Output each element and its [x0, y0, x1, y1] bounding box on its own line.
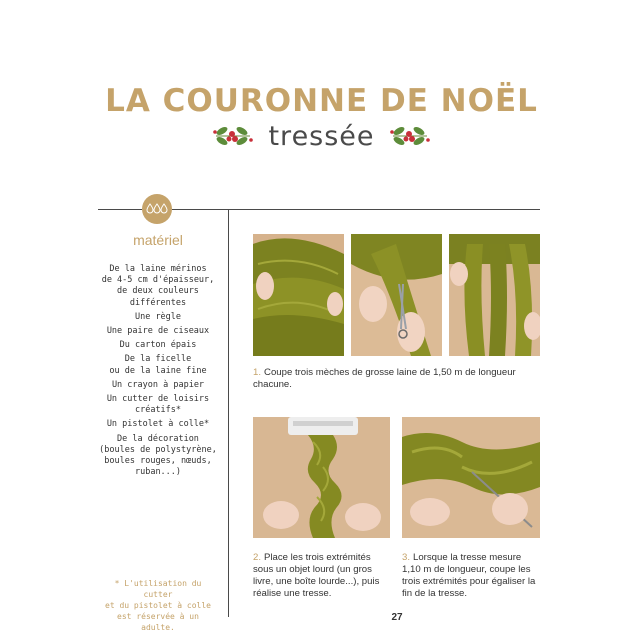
safety-footnote: * L'utilisation du cutter et du pistolet à colle est réservée à un adulte.: [105, 579, 211, 632]
step-description: Place les trois extrémités sous un objet lourd (un gros livre, une boîte lourde...), puis réalise une tresse.: [253, 552, 380, 599]
subtitle-row: [0, 118, 643, 154]
page-number: 27: [391, 612, 403, 623]
materials-list: [98, 264, 218, 481]
step-description: Lorsque la tresse mesure 1,10 m de longueur, coupe les trois extrémités pour égaliser la fin de la tresse.: [402, 552, 536, 599]
step-1-text: [253, 367, 540, 391]
page-title: LA COURONNE DE NOËL: [105, 83, 538, 119]
column-divider: [228, 209, 229, 617]
page-subtitle: tressée: [268, 120, 375, 152]
list-item: Du carton épais: [119, 340, 197, 351]
holly-icon: [210, 121, 256, 151]
step-number: 2.: [253, 552, 262, 563]
step-2-text: [253, 552, 390, 600]
list-item: De la laine mérinos de 4-5 cm d'épaisseur, de deux couleurs différentes: [101, 264, 215, 308]
list-item: Une règle: [134, 311, 182, 322]
step-number: 3.: [402, 552, 411, 563]
step-3-text: [402, 552, 540, 600]
step-description: Coupe trois mèches de grosse laine de 1,50 m de longueur chacune.: [253, 367, 516, 390]
divider-left: [98, 209, 142, 210]
list-item: Une paire de ciseaux: [106, 326, 210, 337]
list-item: Un crayon à papier: [111, 379, 205, 390]
list-item: Un pistolet à colle*: [106, 419, 210, 430]
materials-heading: matériel: [133, 232, 183, 248]
list-item: Un cutter de loisirs créatifs*: [106, 394, 210, 416]
list-item: De la décoration (boules de polystyrène, boules rouges, nœuds, ruban...): [99, 433, 217, 478]
holly-icon: [387, 121, 433, 151]
list-item: De la ficelle ou de la laine fine: [109, 354, 207, 376]
drops-icon: [142, 194, 172, 224]
step-number: 1.: [253, 367, 262, 378]
step1-photo-three-strands: [449, 234, 540, 356]
step1-photo-wool-strands: [253, 234, 344, 356]
step1-photo-cutting: [351, 234, 442, 356]
step2-photo-braiding: [253, 417, 390, 538]
step3-photo-cutting-braid: [402, 417, 540, 538]
